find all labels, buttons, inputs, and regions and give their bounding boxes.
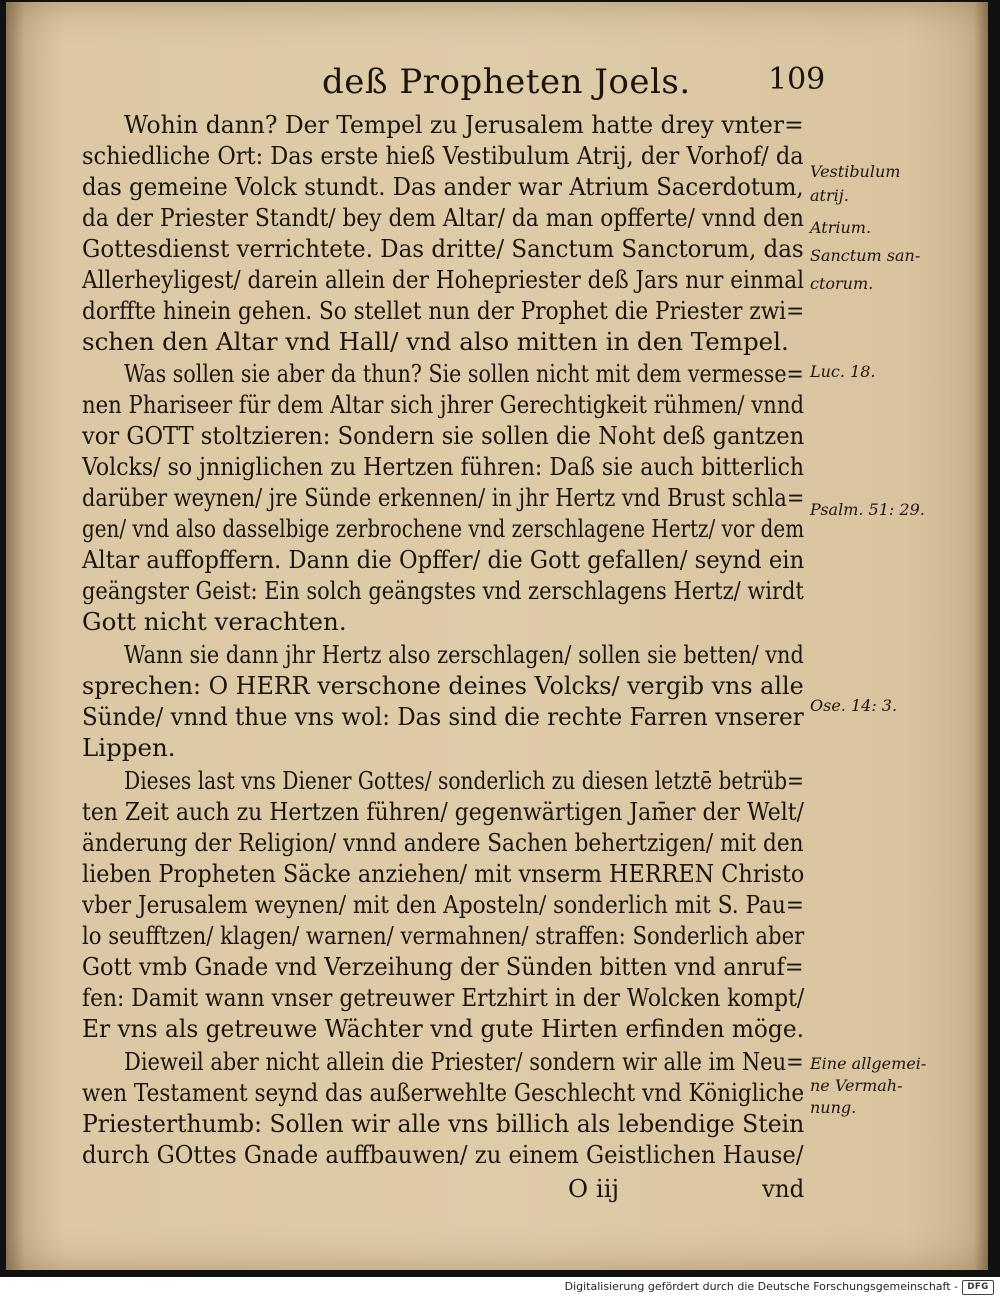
digitization-footer xyxy=(0,1277,1000,1297)
page-number: 109 xyxy=(768,62,826,97)
text-line: Volcks/ so jnniglichen zu Hertzen führen: Daß sie auch bitterlich xyxy=(82,452,805,481)
text-line: Gott nicht verachten. xyxy=(82,607,347,636)
text-line: Lippen. xyxy=(82,733,176,762)
text-line: lo seufftzen/ klagen/ warnen/ vermahnen/ straffen: Sonderlich aber xyxy=(82,921,805,950)
text-line: vber Jerusalem weynen/ mit den Aposteln/ sonderlich mit S. Pau= xyxy=(82,890,804,919)
text-line: da der Priester Standt/ bey dem Altar/ da man opfferte/ vnnd den xyxy=(82,203,804,232)
margin-note: Vestibulum xyxy=(810,162,901,181)
text-line: schen den Altar vnd Hall/ vnd also mitten in den Tempel. xyxy=(82,327,789,356)
signature-mark: O iij xyxy=(568,1174,620,1203)
text-line: vor GOTT stoltzieren: Sondern sie sollen die Noht deß gantzen xyxy=(82,421,805,450)
text-line: Was sollen sie aber da thun? Sie sollen nicht mit dem vermesse= xyxy=(124,359,804,388)
text-line: ten Zeit auch zu Hertzen führen/ gegenwärtigen Jam̄er der Welt/ xyxy=(82,797,804,826)
margin-note: Ose. 14: 3. xyxy=(810,696,898,715)
text-line: Allerheyligest/ darein allein der Hohepriester deß Jars nur einmal xyxy=(82,265,805,294)
text-line: Priesterthumb: Sollen wir alle vns billich als lebendige Stein xyxy=(82,1109,805,1138)
text-line: Wohin dann? Der Tempel zu Jerusalem hatte drey vnter= xyxy=(124,110,804,139)
margin-note: ctorum. xyxy=(810,274,874,293)
running-title: deß Propheten Joels. xyxy=(322,62,691,102)
catchword: vnd xyxy=(762,1174,805,1203)
text-line: durch GOttes Gnade auffbauwen/ zu einem Geistlichen Hause/ xyxy=(82,1140,804,1169)
text-block xyxy=(82,54,982,1214)
text-line: Gott vmb Gnade vnd Verzeihung der Sünden bitten vnd anruf= xyxy=(82,952,804,981)
text-line: nen Phariseer für dem Altar sich jhrer Gerechtigkeit rühmen/ vnnd xyxy=(82,390,805,419)
margin-note: Eine allgemei- xyxy=(810,1054,927,1073)
text-line: änderung der Religion/ vnnd andere Sachen behertzigen/ mit den xyxy=(82,828,804,857)
text-line: schiedliche Ort: Das erste hieß Vestibulum Atrij, der Vorhof/ da xyxy=(82,141,804,170)
paper-page xyxy=(6,2,988,1270)
text-line: sprechen: O HERR verschone deines Volcks/ vergib vns alle xyxy=(82,671,804,700)
margin-note: nung. xyxy=(810,1098,857,1117)
funding-credit: Digitalisierung gefördert durch die Deutsche Forschungsgemeinschaft - xyxy=(564,1280,958,1293)
text-line: Dieses last vns Diener Gottes/ sonderlich zu diesen letztē betrüb= xyxy=(124,766,804,795)
margin-note: ne Vermah- xyxy=(810,1076,903,1095)
text-line: Dieweil aber nicht allein die Priester/ sondern wir alle im Neu= xyxy=(124,1047,804,1076)
margin-note: Psalm. 51: 29. xyxy=(810,500,925,519)
text-line: lieben Propheten Säcke anziehen/ mit vnserm HERREN Christo xyxy=(82,859,805,888)
text-line: Gottesdienst verrichtete. Das dritte/ Sanctum Sanctorum, das xyxy=(82,234,804,263)
text-line: das gemeine Volck stundt. Das ander war Atrium Sacerdotum, xyxy=(82,172,804,201)
text-line: Er vns als getreuwe Wächter vnd gute Hirten erfinden möge. xyxy=(82,1014,804,1043)
text-line: fen: Damit wann vnser getreuwer Ertzhirt in der Wolcken kompt/ xyxy=(82,983,805,1012)
text-line: dorffte hinein gehen. So stellet nun der Prophet die Priester zwi= xyxy=(82,296,805,325)
margin-note: atrij. xyxy=(810,186,849,205)
text-line: geängster Geist: Ein solch geängstes vnd zerschlagens Hertz/ wirdt xyxy=(82,576,804,605)
text-line: Wann sie dann jhr Hertz also zerschlagen/ sollen sie betten/ vnd xyxy=(124,640,804,669)
dfg-logo-icon: DFG xyxy=(962,1280,994,1295)
margin-note: Atrium. xyxy=(810,218,872,237)
text-line: gen/ vnd also dasselbige zerbrochene vnd zerschlagene Hertz/ vor dem xyxy=(82,514,805,543)
text-line: darüber weynen/ jre Sünde erkennen/ in jhr Hertz vnd Brust schla= xyxy=(82,483,805,512)
text-line: Sünde/ vnnd thue vns wol: Das sind die rechte Farren vnserer xyxy=(82,702,804,731)
text-line: Altar auffopffern. Dann die Opffer/ die Gott gefallen/ seynd ein xyxy=(82,545,805,574)
margin-note: Sanctum san- xyxy=(810,246,921,265)
text-line: wen Testament seynd das außerwehlte Geschlecht vnd Königliche xyxy=(82,1078,805,1107)
margin-note: Luc. 18. xyxy=(810,362,876,381)
